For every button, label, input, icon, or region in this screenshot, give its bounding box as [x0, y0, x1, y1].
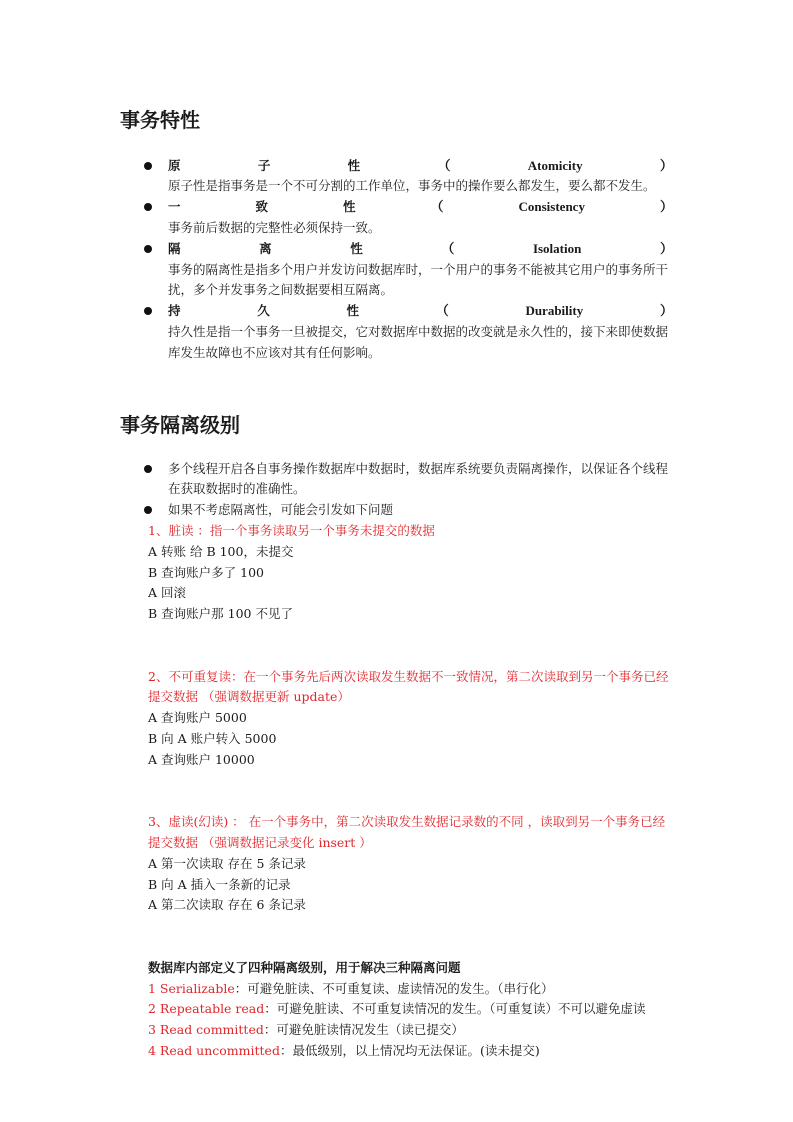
bullet-icon	[144, 245, 152, 253]
problem-step: A 第二次读取 存在 6 条记录	[148, 897, 306, 913]
paren: （	[441, 240, 455, 256]
paren: ）	[659, 303, 673, 319]
level-desc: ：可避免脏读、不可重复读、虚读情况的发生。（串行化）	[234, 980, 554, 996]
problem-step: B 查询账户那 100 不见了	[148, 606, 293, 622]
paren: ）	[659, 199, 673, 215]
problem-step: A 第一次读取 存在 5 条记录	[148, 855, 306, 871]
title-char: 性	[343, 199, 356, 215]
title-char: 离	[259, 240, 272, 256]
isolation-content	[148, 459, 673, 1062]
property-description: 持久性是指一个事务一旦被提交，它对数据库中数据的改变就是永久性的，接下来即使数据库发生故障也不应该对其有任何影响。	[168, 323, 669, 360]
property-title	[168, 197, 673, 218]
paren: （	[430, 199, 444, 215]
problem-step: B 查询账户多了 100	[148, 564, 264, 580]
acid-properties-list	[148, 156, 673, 364]
property-durability	[148, 301, 673, 363]
problem-step: A 转账 给 B 100，未提交	[148, 543, 294, 559]
bullet-item	[148, 459, 673, 501]
bullet-icon	[144, 162, 152, 170]
isolation-level	[148, 1041, 673, 1062]
level-name: 2 Repeatable read	[148, 1001, 265, 1017]
title-english: Consistency	[518, 199, 585, 215]
paren: ）	[659, 157, 673, 173]
bullet-icon	[144, 465, 152, 473]
title-char: 持	[168, 303, 181, 319]
property-atomicity	[148, 156, 673, 198]
level-name: 1 Serializable	[148, 980, 235, 996]
problem-step: A 查询账户 10000	[148, 751, 255, 767]
level-desc: ：最低级别，以上情况均无法保证。(读未提交)	[279, 1042, 540, 1058]
property-isolation	[148, 239, 673, 301]
level-desc: ：可避免脏读、不可重复读情况的发生。（可重复读）不可以避免虚读	[264, 1001, 646, 1017]
bullet-text: 多个线程开启各自事务操作数据库中数据时，数据库系统要负责隔离操作，以保证各个线程在获取数据时的准确性。	[168, 460, 669, 497]
title-char: 一	[168, 199, 181, 215]
section-heading-acid: 事务特性	[120, 108, 200, 132]
title-english: Atomicity	[527, 157, 583, 173]
section-heading-isolation: 事务隔离级别	[120, 413, 240, 437]
isolation-level	[148, 979, 673, 1000]
problem-step: A 回滚	[148, 585, 187, 601]
property-consistency	[148, 197, 673, 239]
problem-step: B 向 A 账户转入 5000	[148, 730, 277, 746]
paren: ）	[659, 240, 673, 256]
bullet-icon	[144, 203, 152, 211]
title-char: 隔	[168, 240, 181, 256]
property-title	[168, 301, 673, 322]
isolation-levels-heading: 数据库内部定义了四种隔离级别，用于解决三种隔离问题	[148, 959, 461, 975]
property-description: 事务的隔离性是指多个用户并发访问数据库时，一个用户的事务不能被其它用户的事务所干扰，多个并发事务之间数据要相互隔离。	[168, 261, 669, 298]
title-char: 致	[255, 199, 269, 215]
problem-step: B 向 A 插入一条新的记录	[148, 876, 291, 892]
bullet-item	[148, 500, 673, 521]
title-char: 性	[347, 157, 361, 173]
problem-step: A 查询账户 5000	[148, 710, 247, 726]
level-name: 3 Read committed	[148, 1022, 264, 1038]
title-char: 性	[350, 240, 363, 256]
isolation-level	[148, 999, 673, 1020]
problem-title-phantom-read: 3、虚读(幻读) ： 在一个事务中，第二次读取发生数据记录数的不同 ，读取到另一个事务已经提交数据 （强调数据记录变化 insert ）	[148, 814, 666, 850]
paren: （	[437, 157, 451, 173]
problem-title-dirty-read: 1、脏读 ：指一个事务读取另一个事务未提交的数据	[148, 522, 435, 538]
property-title	[168, 239, 673, 260]
title-char: 性	[346, 303, 359, 319]
paren: （	[435, 303, 449, 319]
property-description: 原子性是指事务是一个不可分割的工作单位，事务中的操作要么都发生，要么都不发生。	[168, 178, 656, 194]
title-char: 原	[168, 157, 181, 173]
problem-title-nonrepeatable-read: 2、不可重复读：在一个事务先后两次读取发生数据不一致情况，第二次读取到另一个事务已经提交数据 （强调数据更新 update）	[148, 668, 669, 705]
title-char: 久	[257, 303, 270, 319]
bullet-icon	[144, 506, 152, 514]
bullet-icon	[144, 307, 152, 315]
property-description: 事务前后数据的完整性必须保持一致。	[168, 219, 381, 235]
title-char: 子	[257, 157, 271, 173]
level-name: 4 Read uncommitted	[148, 1042, 280, 1058]
bullet-text: 如果不考虑隔离性，可能会引发如下问题	[168, 502, 394, 518]
level-desc: ：可避免脏读情况发生（读已提交）	[263, 1022, 464, 1038]
property-title	[168, 156, 673, 177]
isolation-level	[148, 1020, 673, 1041]
title-english: Isolation	[532, 240, 582, 256]
title-english: Durability	[525, 303, 584, 319]
